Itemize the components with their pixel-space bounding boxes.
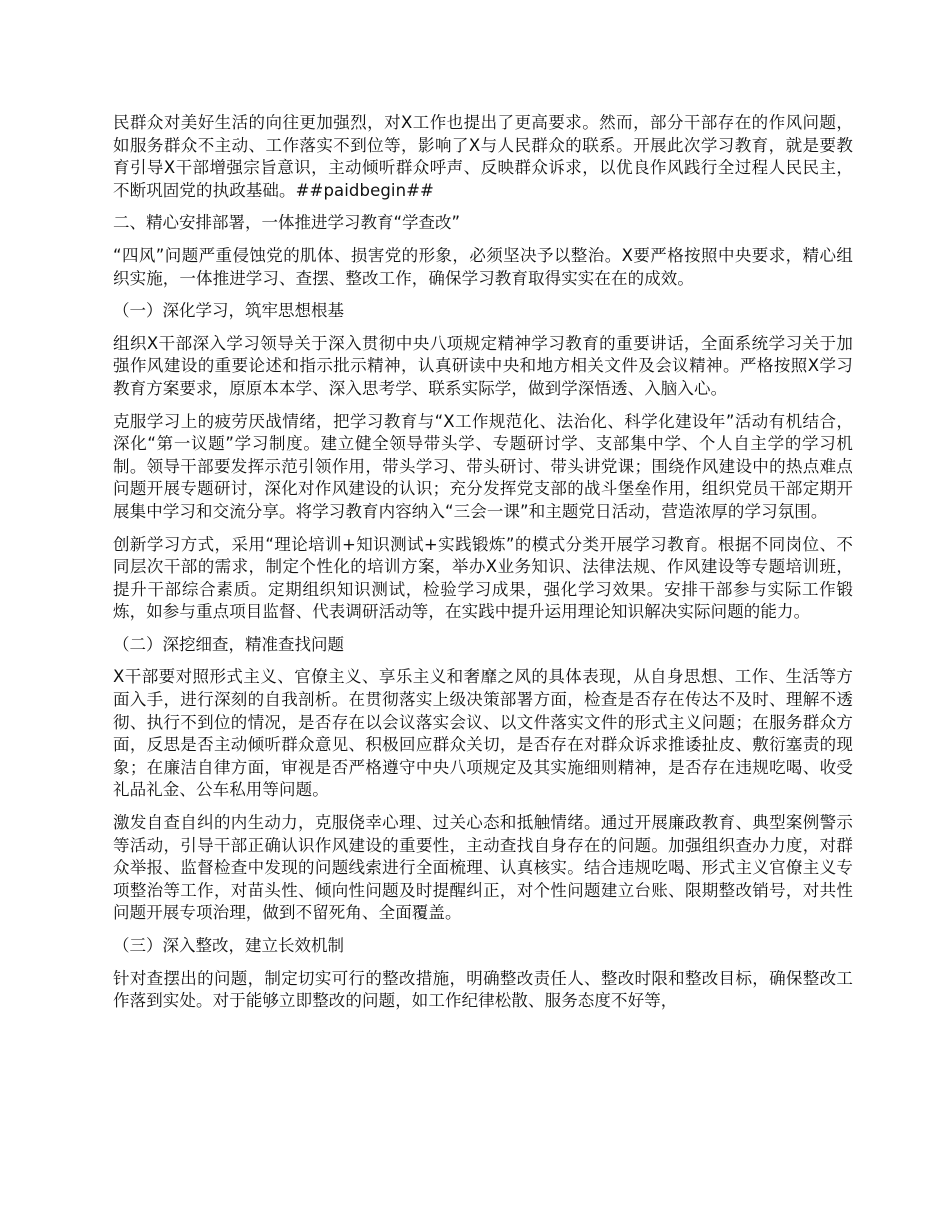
paragraph: “四风”问题严重侵蚀党的肌体、损害党的形象，必须坚决予以整治。X要严格按照中央要求，精心组织实施，一体推进学习、查摆、整改工作，确保学习教育取得实实在在的成效。	[113, 245, 853, 288]
section-heading: 二、精心安排部署，一体推进学习教育“学查改”	[113, 213, 461, 233]
paragraph: 克服学习上的疲劳厌战情绪，把学习教育与“X工作规范化、法治化、科学化建设年”活动有机结合，深化“第一议题”学习制度。建立健全领导带头学、专题研讨学、支部集中学、个人自主学的学习机制。领导干部要发挥示范引领作用，带头学习、带头研讨、带头讲党课；围绕作风建设中的热点难点问题开展专题研讨，深化对作风建设的认识；充分发挥党支部的战斗堡垒作用，组织党员干部定期开展集中学习和交流分享。将学习教育内容纳入“三会一课”和主题党日活动，营造浓厚的学习氛围。	[113, 411, 853, 521]
paragraph: 组织X干部深入学习领导关于深入贯彻中央八项规定精神学习教育的重要讲话，全面系统学习关于加强作风建设的重要论述和指示批示精神，认真研读中央和地方相关文件及会议精神。严格按照X学习教育方案要求，原原本本学、深入思考学、联系实际学，做到学深悟透、入脑入心。	[113, 333, 853, 398]
subsection-heading: （一）深化学习，筑牢思想根基	[113, 301, 344, 321]
paragraph: X干部要对照形式主义、官僚主义、享乐主义和奢靡之风的具体表现，从自身思想、工作、生活等方面入手，进行深刻的自我剖析。在贯彻落实上级决策部署方面，检查是否存在传达不及时、理解不透彻、执行不到位的情况，是否存在以会议落实会议、以文件落实文件的形式主义问题；在服务群众方面，反思是否主动倾听群众意见、积极回应群众关切，是否存在对群众诉求推诿扯皮、敷衍塞责的现象；在廉洁自律方面，审视是否严格遵守中央八项规定及其实施细则精神，是否存在违规吃喝、收受礼品礼金、公车私用等问题。	[113, 667, 853, 800]
document-page	[113, 112, 853, 1023]
paragraph: 创新学习方式，采用“理论培训+知识测试+实践锻炼”的模式分类开展学习教育。根据不同岗位、不同层次干部的需求，制定个性化的培训方案，举办X业务知识、法律法规、作风建设等专题培训班，提升干部综合素质。定期组织知识测试，检验学习成果，强化学习效果。安排干部参与实际工作锻炼，如参与重点项目监督、代表调研活动等，在实践中提升运用理论知识解决实际问题的能力。	[113, 534, 853, 622]
paragraph: 针对查摆出的问题，制定切实可行的整改措施，明确整改责任人、整改时限和整改目标，确保整改工作落到实处。对于能够立即整改的问题，如工作纪律松散、服务态度不好等，	[113, 968, 853, 1011]
paragraph: 民群众对美好生活的向往更加强烈，对X工作也提出了更高要求。然而，部分干部存在的作风问题，如服务群众不主动、工作落实不到位等，影响了X与人民群众的联系。开展此次学习教育，就是要教育引导X干部增强宗旨意识，主动倾听群众呼声、反映群众诉求，以优良作风践行全过程人民民主，不断巩固党的执政基础。##paidbegin##	[113, 113, 853, 200]
subsection-heading: （二）深挖细查，精准查找问题	[113, 634, 344, 654]
subsection-heading: （三）深入整改，建立长效机制	[113, 936, 344, 955]
paragraph: 激发自查自纠的内生动力，克服侥幸心理、过关心态和抵触情绪。通过开展廉政教育、典型案例警示等活动，引导干部正确认识作风建设的重要性，主动查找自身存在的问题。加强组织查办力度，对群众举报、监督检查中发现的问题线索进行全面梳理、认真核实。结合违规吃喝、形式主义官僚主义专项整治等工作，对苗头性、倾向性问题及时提醒纠正，对个性问题建立台账、限期整改销号，对共性问题开展专项治理，做到不留死角、全面覆盖。	[113, 813, 853, 923]
